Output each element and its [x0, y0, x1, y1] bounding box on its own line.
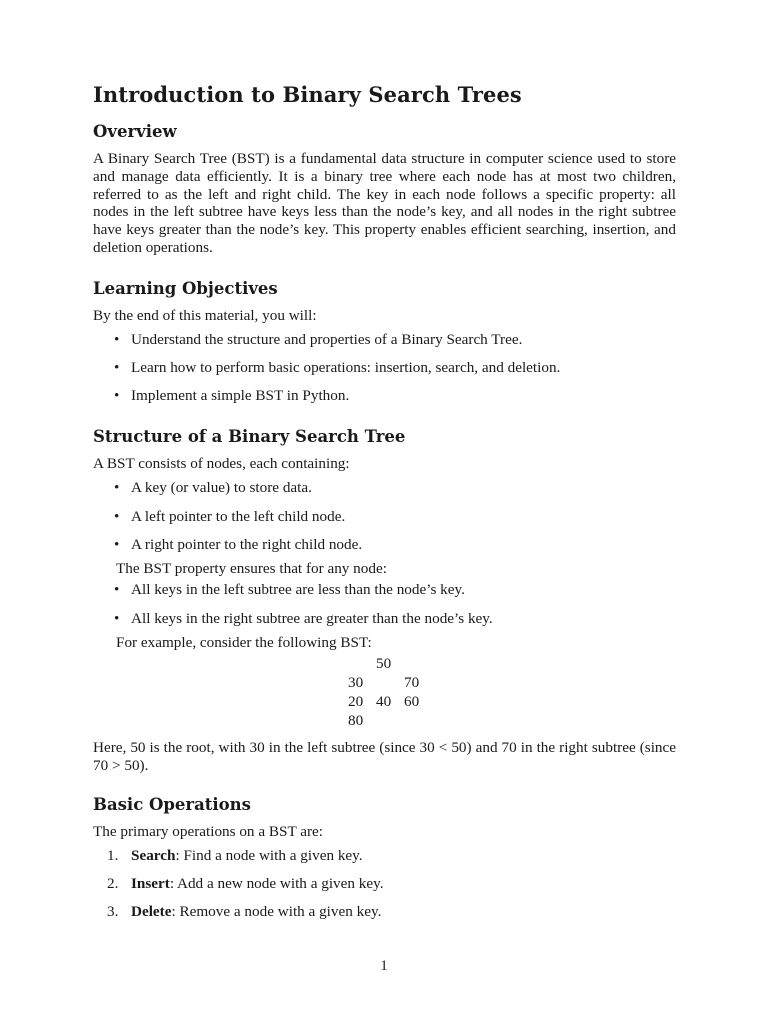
- objectives-heading: Learning Objectives: [93, 278, 278, 298]
- operations-heading: Basic Operations: [93, 794, 251, 814]
- bullet-icon: •: [114, 535, 120, 553]
- list-item: • A left pointer to the left child node.: [114, 507, 346, 525]
- bullet-icon: •: [114, 581, 120, 599]
- list-item: • Implement a simple BST in Python.: [114, 387, 350, 405]
- list-item: • All keys in the right subtree are greater than the node’s key.: [114, 609, 493, 627]
- list-item: 1. Search: Find a node with a given key.: [107, 846, 363, 864]
- tree-node: 40: [376, 693, 392, 711]
- structure-heading: Structure of a Binary Search Tree: [93, 427, 406, 447]
- list-item: • Understand the structure and properties of a Binary Search Tree.: [114, 330, 523, 348]
- bst-example: [93, 655, 676, 731]
- property-intro: The BST property ensures that for any node:: [116, 559, 387, 577]
- bullet-icon: •: [114, 387, 120, 405]
- list-item: • Learn how to perform basic operations: insertion, search, and deletion.: [114, 358, 561, 376]
- operations-list: [93, 847, 676, 921]
- overview-paragraph: A Binary Search Tree (BST) is a fundamental data structure in computer science used to store and manage data efficiently. It is a binary tree where each node has at most two children, referred to as the left and right child. The key in each node follows a specific property: all nodes in the left subtree have keys less than the node’s key, and all nodes in the right subtree have keys greater than the node’s key. This property enables efficient searching, insertion, and deletion operations.: [93, 150, 676, 256]
- list-item: 2. Insert: Add a new node with a given key.: [107, 875, 384, 893]
- tree-node: 50: [376, 655, 392, 673]
- bullet-icon: •: [114, 507, 120, 525]
- tree-node: 20: [348, 693, 364, 711]
- operations-intro: The primary operations on a BST are:: [93, 822, 323, 840]
- bullet-icon: •: [114, 479, 120, 497]
- overview-heading: Overview: [93, 122, 177, 141]
- list-item: 3. Delete: Remove a node with a given key.: [107, 903, 382, 921]
- objectives-list: [93, 331, 676, 405]
- tree-row-3: [93, 693, 676, 712]
- structure-intro: A BST consists of nodes, each containing:: [93, 455, 350, 473]
- page-number: 1: [380, 958, 388, 974]
- bullet-icon: •: [114, 609, 120, 627]
- example-explanation: Here, 50 is the root, with 30 in the left subtree (since 30 < 50) and 70 in the right subtree (since 70 > 50).: [93, 739, 676, 775]
- list-item: • A key (or value) to store data.: [114, 479, 312, 497]
- bullet-icon: •: [114, 358, 120, 376]
- bullet-icon: •: [114, 330, 120, 348]
- page-title: Introduction to Binary Search Trees: [93, 82, 522, 107]
- list-item: • All keys in the left subtree are less than the node’s key.: [114, 581, 465, 599]
- objectives-intro: By the end of this material, you will:: [93, 306, 317, 324]
- tree-node: 60: [404, 693, 420, 711]
- tree-node: 30: [348, 674, 364, 692]
- tree-row-2: [93, 674, 676, 693]
- tree-row-4: [93, 712, 676, 731]
- list-item: • A right pointer to the right child node.: [114, 535, 363, 553]
- property-list: [93, 581, 676, 627]
- example-intro: For example, consider the following BST:: [116, 633, 372, 651]
- tree-node: 70: [404, 674, 420, 692]
- document-page: [93, 82, 676, 932]
- tree-row-1: [93, 655, 676, 674]
- tree-node: 80: [348, 712, 364, 730]
- structure-list: [93, 479, 676, 553]
